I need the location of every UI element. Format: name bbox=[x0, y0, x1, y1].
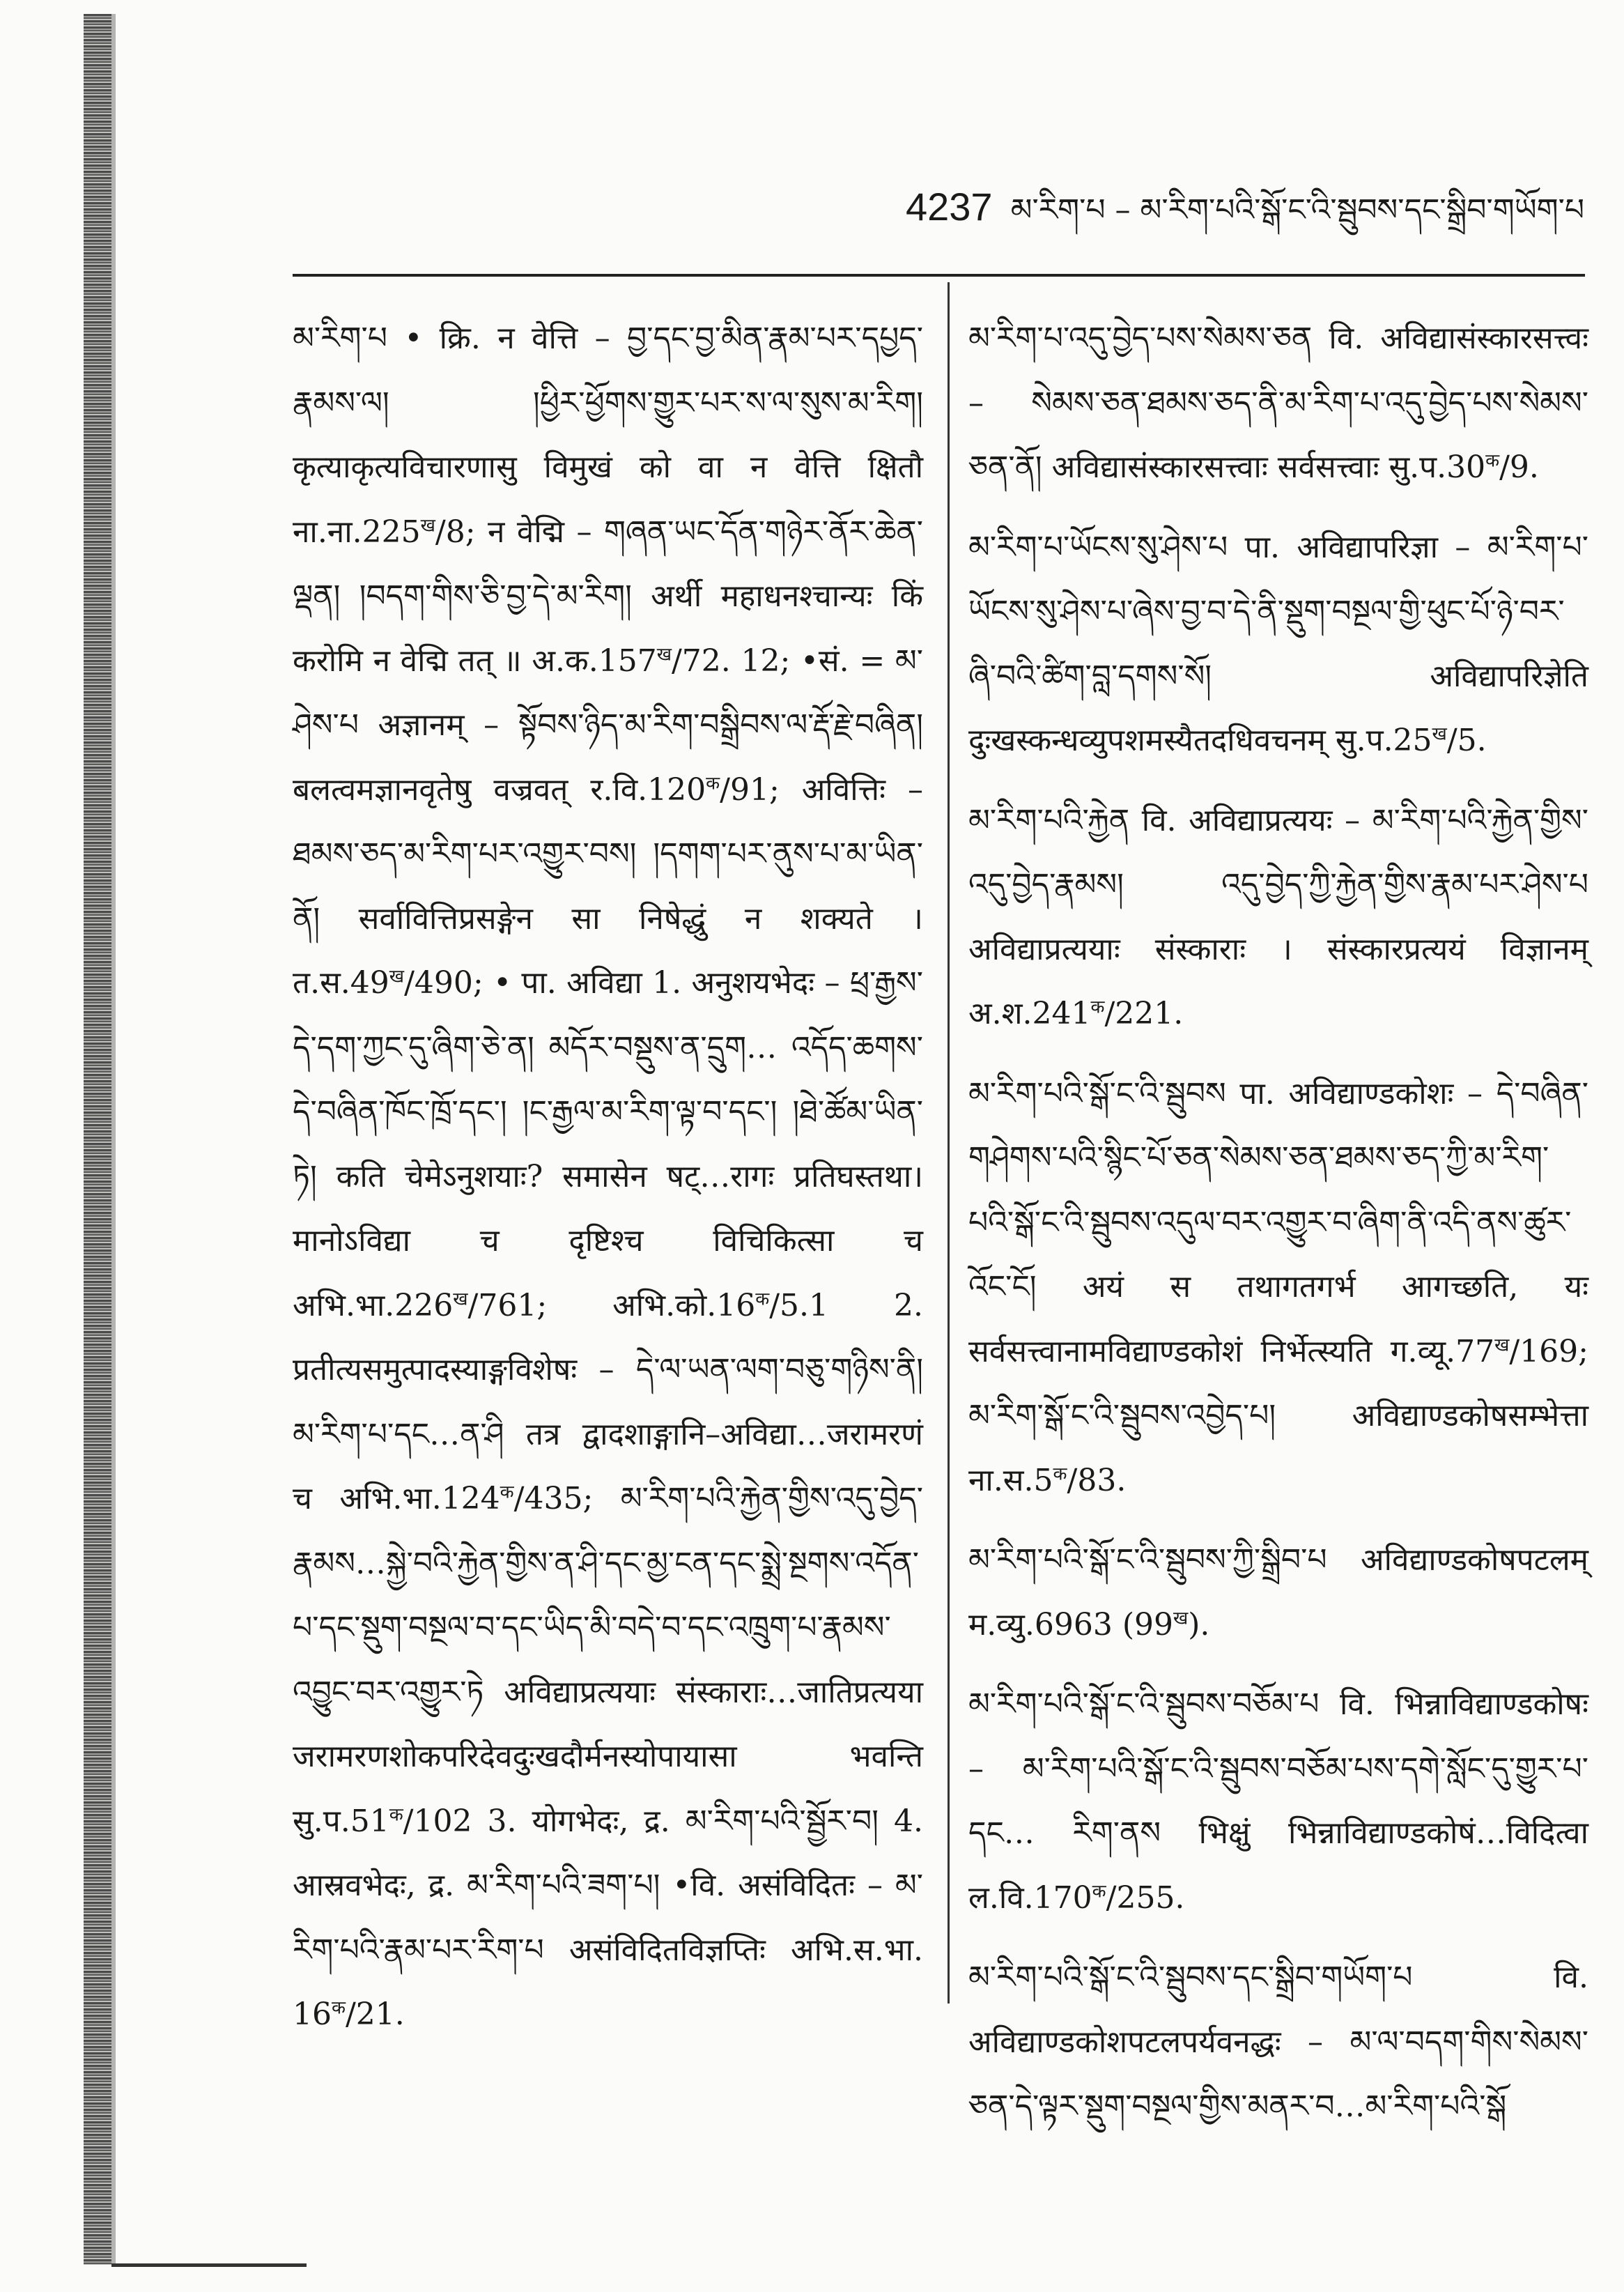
column-divider bbox=[948, 282, 950, 2003]
entry-text: /9. bbox=[1499, 449, 1539, 485]
folio-mark: क bbox=[1092, 1880, 1106, 1902]
header-headwords: མ་རིག་པ – མ་རིག་པའི་སྒོ་ང་འི་སྦུབས་དང་སྒྲིབ་གཡོག་པ bbox=[1010, 192, 1585, 228]
folio-mark: ख bbox=[1173, 1607, 1189, 1629]
folio-mark: ख bbox=[389, 966, 405, 987]
folio-mark: क bbox=[500, 1482, 514, 1503]
folio-mark: ख bbox=[453, 1288, 468, 1309]
entry-text: མ་རིག་པའི་སྒོ་ང་འི་སྦུབས पा. अविद्याण्डकोशः – དེ་བཞིན་གཤེགས་པའི་སྙིང་པོ་ཅན་སེམས་ཅན་ཐམས་ཅད་ཀྱི་མ་རིག་པའི་སྒོ་ང་འི་སྦུབས་འདུལ་བར་འགྱུར་བ་ཞིག་ནི་འདི་ནས་ཚུར་འོང་ངོ། अयं स तथागतगर्भ आगच्छति, यः सर्वसत्त्वानामविद्याण्डकोशं निर्भेत्स्यति ग.व्यू.77 bbox=[968, 1075, 1588, 1369]
dictionary-entry bbox=[968, 1528, 1588, 1657]
entry-text: མ་རིག་པའི་སྒོ་ང་འི་སྦུབས་དང་སྒྲིབ་གཡོག་པ वि. अविद्याण्डकोशपटलपर्यवनद्धः – མ་ལ་བདག་གིས་སེམས་ཅན་དེ་ལྟར་སྡུག་བསྔལ་གྱིས་མནར་བ…མ་རིག་པའི་སྒོ bbox=[968, 1960, 1588, 2124]
folio-mark: क bbox=[332, 1997, 346, 2019]
entry-text: • पा. अविद्या 1. अनुशयभेदः – ཕྲ་རྒྱས་དེ་དག་ཀྱང་དུ་ཞིག་ཅེ་ན། མདོར་བསྡུས་ན་དྲུག… འདོད་ཆགས་དེ་བཞིན་ཁོང་ཁྲོ་དང་། །ང་རྒྱལ་མ་རིག་ལྟ་བ་དང་། །ཐེ་ཚོམ་ཡིན་ཏེ། कति चेमेऽनुशयाः? समासेन षट्…रागः प्रतिघस्तथा। मानोऽविद्या च दृष्टिश्च विचिकित्सा च अभि.भा.226 bbox=[293, 965, 923, 1323]
left-column bbox=[293, 307, 923, 2063]
entry-text: མ་རིག་པའི་སྒོ་ང་འི་སྦུབས་ཀྱི་སྒྲིབ་པ अविद्याण्डकोषपटलम् म.व्यु.6963 (99 bbox=[968, 1542, 1588, 1643]
entry-text: /221. bbox=[1104, 996, 1184, 1031]
dictionary-entry bbox=[968, 307, 1588, 500]
folio-mark: क bbox=[1485, 450, 1500, 472]
folio-mark: क bbox=[755, 1288, 770, 1309]
entry-text: /255. bbox=[1106, 1879, 1185, 1916]
dictionary-entry bbox=[968, 789, 1588, 1047]
entry-text: 3. योगभेदः, द्र. མ་རིག་པའི་སྦྱོར་བ། 4. आस्रवभेदः, द्र. མ་རིག་པའི་ཟག་པ། •वि. असंविदितः – མ་རིག་པའི་རྣམ་པར་རིག་པ असंविदितविज्ञप्तिः अभि.स.भा. 16 bbox=[293, 1803, 923, 2032]
entry-text: /435; མ་རིག་པའི་རྐྱེན་གྱིས་འདུ་བྱེད་རྣམས…སྐྱེ་བའི་རྐྱེན་གྱིས་ན་ཤི་དང་མྱ་ངན་དང་སྨྲེ་སྔགས་འདོན་པ་དང་སྡུག་བསྔལ་བ་དང་ཡིད་མི་བདེ་བ་དང་འཁྲུག་པ་རྣམས་འབྱུང་བར་འགྱུར་ཏེ अविद्याप्रत्ययाः संस्काराः…जातिप्रत्यया जरामरणशोकपरिदेवदुःखदौर्मनस्योपायासा भवन्ति सु.प.51 bbox=[293, 1481, 924, 1839]
folio-mark: ख bbox=[1432, 723, 1447, 745]
book-binding-edge bbox=[84, 14, 111, 2265]
entry-text: /83. bbox=[1067, 1462, 1127, 1498]
folio-mark: ख bbox=[1494, 1334, 1510, 1355]
folio-mark: क bbox=[1090, 997, 1105, 1018]
entry-text: /102 bbox=[403, 1803, 472, 1839]
entry-text: /21. bbox=[345, 1997, 405, 2032]
entry-text: མ་རིག་པ་ཡོངས་སུ་ཤེས་པ पा. अविद्यापरिज्ञा – མ་རིག་པ་ཡོངས་སུ་ཤེས་པ་ཞེས་བྱ་བ་དེ་ནི་སྡུག་བསྔལ་གྱི་ཕུང་པོ་ཉེ་བར་ཞི་བའི་ཚིག་བླ་དགས་སོ། अविद्यापरिज्ञेति दुःखस्कन्धव्युपशमस्यैतदधिवचनम् सु.प.25 bbox=[968, 529, 1588, 758]
right-column bbox=[968, 307, 1588, 2155]
folio-mark: ख bbox=[420, 514, 435, 536]
header-rule bbox=[293, 274, 1585, 277]
entry-text: /5.1 2. प्रतीत्यसमुत्पादस्याङ्गविशेषः – དེ་ལ་ཡན་ལག་བཅུ་གཉིས་ནི། མ་རིག་པ་དང…ན་ཤི तत्र द्वादशाङ्गानि–अविद्या…जरामरणं च अभि.भा.124 bbox=[293, 1287, 923, 1516]
entry-text: /72. 12; •सं. = མ་ཤེས་པ अज्ञानम् – སྟོབས་ཉིད་མ་རིག་བསྒྲིབས་ལ་རྡོ་རྗེ་བཞིན། बलत्वमज्ञानवृतेषु वज्रवत् र.वि.120 bbox=[293, 643, 923, 808]
entry-text: /8; न वेद्मि – གཞན་ཡང་དོན་གཉེར་ནོར་ཆེན་ལྡན། །བདག་གིས་ཅི་བྱ་དེ་མ་རིག། अर्थी महाधनश्चान्यः किं करोमि न वेद्मि तत् ॥ अ.क.157 bbox=[293, 514, 923, 679]
page-header bbox=[906, 176, 1588, 238]
dictionary-entry-ma-rig-pa bbox=[293, 307, 923, 2047]
entry-text: མ་རིག་པ་འདུ་བྱེད་པས་སེམས་ཅན वि. अविद्यासंस्कारसत्त्वः – སེམས་ཅན་ཐམས་ཅད་ནི་མ་རིག་པ་འདུ་བྱེད་པས་སེམས་ཅན་ནོ། अविद्यासंस्कारसत्त्वाः सर्वसत्त्वाः सु.प.30 bbox=[968, 321, 1588, 485]
entry-text: /5. bbox=[1446, 723, 1487, 758]
folio-mark: क bbox=[706, 772, 720, 794]
folio-mark: क bbox=[1053, 1463, 1067, 1484]
entry-text: མ་རིག་པའི་རྐྱེན वि. अविद्याप्रत्ययः – མ་རིག་པའི་རྐྱེན་གྱིས་འདུ་བྱེད་རྣམས། འདུ་བྱེད་ཀྱི་རྐྱེན་གྱིས་རྣམ་པར་ཤེས་པ अविद्याप्रत्ययाः संस्काराः । संस्कारप्रत्ययं विज्ञानम् अ.श.241 bbox=[968, 802, 1588, 1031]
entry-text: མ་རིག་པའི་སྒོ་ང་འི་སྦུབས་བཅོམ་པ वि. भिन्नाविद्याण्डकोषः – མ་རིག་པའི་སྒོ་ང་འི་སྦུབས་བཅོམ་པས་དགེ་སློང་དུ་གྱུར་པ་དང… རིག་ནས भिक्षुं भिन्नाविद्याण्डकोषं…विदित्वा ल.वि.170 bbox=[968, 1686, 1588, 1916]
binding-shadow bbox=[111, 14, 116, 2265]
entry-text: ). bbox=[1188, 1606, 1210, 1643]
entry-text: /761; अभि.को.16 bbox=[467, 1287, 756, 1323]
bottom-edge-mark bbox=[111, 2263, 307, 2267]
dictionary-entry bbox=[968, 1946, 1588, 2139]
page-number: 4237 bbox=[906, 185, 993, 229]
entry-text: /169; མ་རིག་སྒོ་ང་འི་སྦུབས་འབྱེད་པ། अविद्याण्डकोषसम्भेत्ता ना.स.5 bbox=[968, 1333, 1588, 1498]
dictionary-entry bbox=[968, 516, 1588, 774]
dictionary-entry bbox=[968, 1062, 1588, 1514]
entry-text: མ་རིག་པ • क्रि. न वेत्ति – བྱ་དང་བྱ་མིན་རྣམ་པར་དཔྱད་རྣམས་ལ། །ཕྱིར་ཕྱོགས་གྱུར་པར་ས་ལ་སུས་མ་རིག། कृत्याकृत्यविचारणासु विमुखं को वा न वेत्ति क्षितौ ना.ना.225 bbox=[293, 321, 923, 550]
entry-text: /490; bbox=[404, 965, 484, 1001]
entry-text: /91; अवित्तिः – ཐམས་ཅད་མ་རིག་པར་འགྱུར་བས། །དགག་པར་ནུས་པ་མ་ཡིན་ནོ། सर्वावित्तिप्रसङ्गेन सा निषेद्धुं न शक्यते । त.स.49 bbox=[293, 771, 923, 1001]
folio-mark: क bbox=[389, 1803, 403, 1825]
dictionary-entry bbox=[968, 1672, 1588, 1930]
folio-mark: ख bbox=[656, 643, 672, 665]
